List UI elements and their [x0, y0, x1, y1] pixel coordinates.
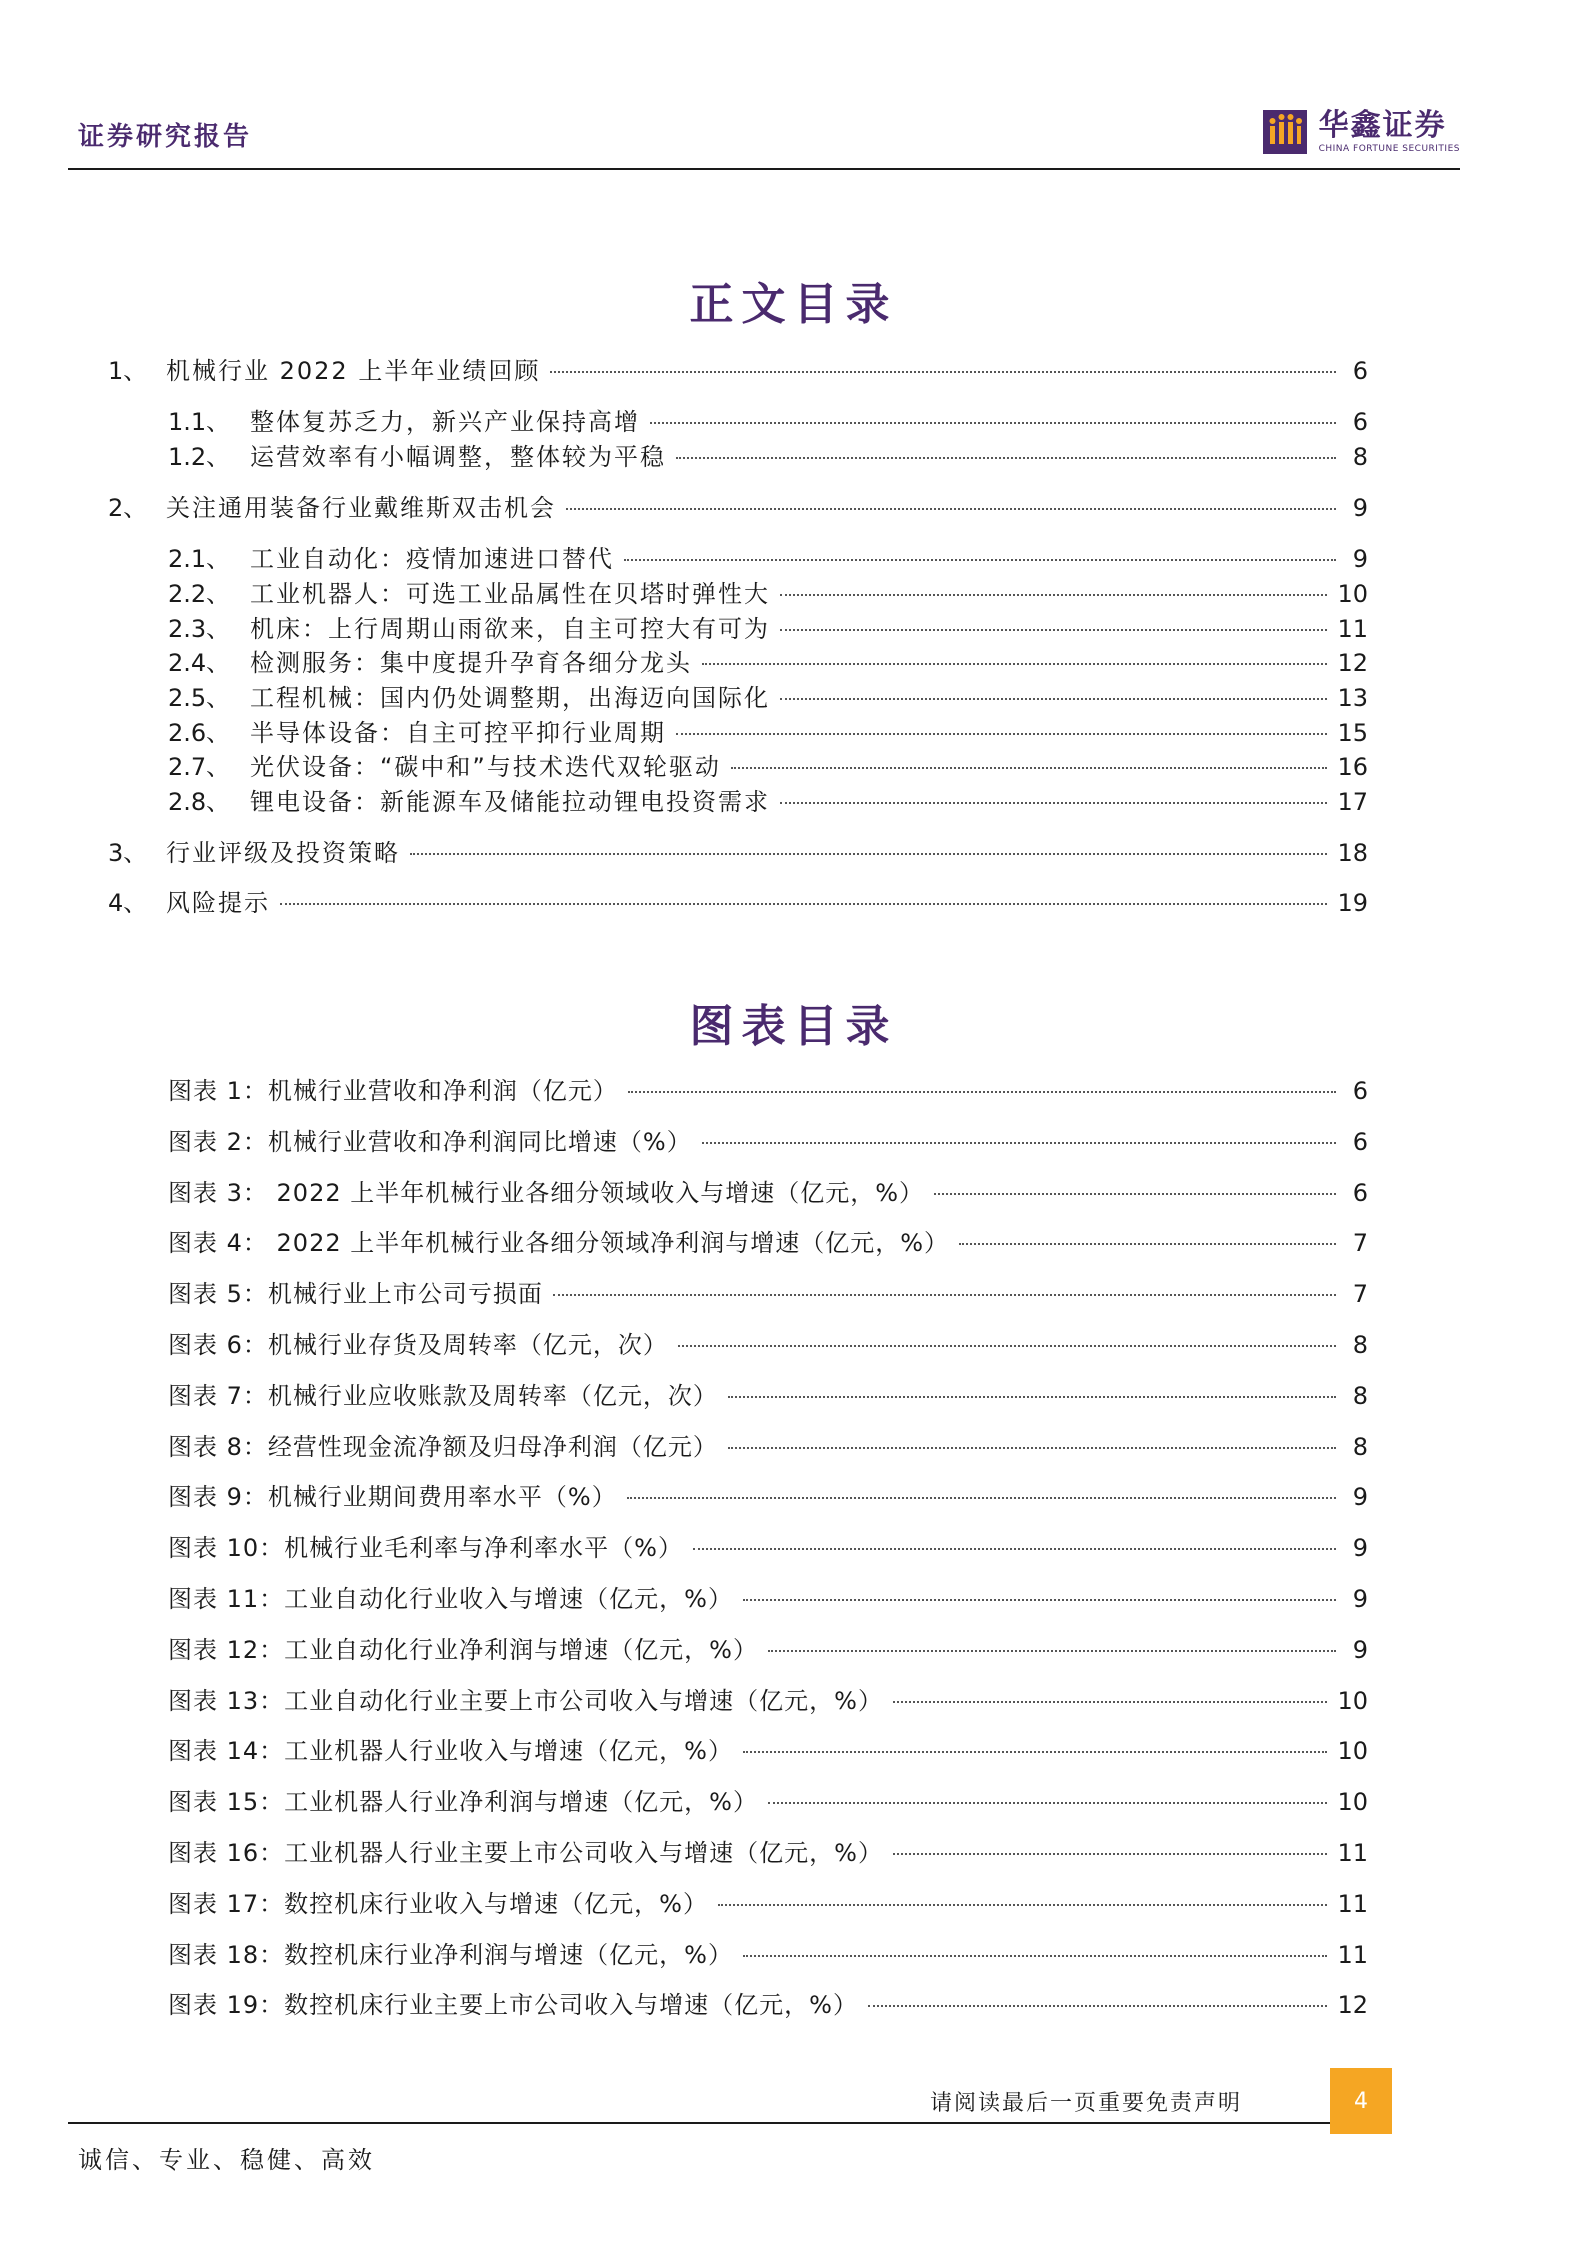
- figure-item-page: 6: [1352, 1077, 1368, 1105]
- figure-item-page: 9: [1352, 1534, 1368, 1562]
- figure-item-title: 图表 8：经营性现金流净额及归母净利润（亿元）: [168, 1433, 718, 1461]
- figure-list-item[interactable]: [168, 1887, 1368, 1921]
- figure-dot-leader: [959, 1242, 1336, 1245]
- toc-item-number: 4、: [108, 889, 148, 917]
- page-number-badge: 4: [1330, 2068, 1392, 2134]
- figure-item-title: 图表 16：工业机器人行业主要上市公司收入与增速（亿元，%）: [168, 1839, 883, 1867]
- toc-title: 正文目录: [689, 279, 898, 330]
- figure-item-title: 图表 10：机械行业毛利率与净利率水平（%）: [168, 1534, 683, 1562]
- figure-list-item[interactable]: [168, 1734, 1368, 1768]
- figure-item-title: 图表 12：工业自动化行业净利润与增速（亿元，%）: [168, 1636, 758, 1664]
- figure-item-title: 图表 18：数控机床行业净利润与增速（亿元，%）: [168, 1941, 733, 1969]
- logo-cn-text: 华鑫证券: [1318, 108, 1447, 143]
- figure-item-page: 9: [1352, 1483, 1368, 1511]
- toc-item-number: 3、: [108, 839, 148, 867]
- toc-item-title: 光伏设备：“碳中和”与技术迭代双轮驱动: [250, 753, 721, 781]
- figure-list-item[interactable]: [168, 1836, 1368, 1870]
- toc-item-number: 2.3、: [168, 615, 231, 643]
- toc-item-page: 9: [1352, 494, 1368, 522]
- figure-item-title: 图表 15：工业机器人行业净利润与增速（亿元，%）: [168, 1788, 758, 1816]
- toc-item-title: 运营效率有小幅调整，整体较为平稳: [250, 443, 666, 471]
- figures-title: 图表目录: [689, 1001, 898, 1052]
- toc-dot-leader: [780, 593, 1327, 596]
- footer-disclaimer: 请阅读最后一页重要免责声明: [930, 2091, 1243, 2116]
- toc-item-number: 1.1、: [168, 408, 231, 436]
- toc-item-page: 15: [1337, 719, 1368, 747]
- figure-list-item[interactable]: [168, 1785, 1368, 1819]
- figure-dot-leader: [678, 1344, 1336, 1347]
- figure-list-item[interactable]: [168, 1226, 1368, 1260]
- toc-item-number: 2.8、: [168, 788, 231, 816]
- toc-dot-leader: [624, 558, 1336, 561]
- figure-item-page: 6: [1352, 1128, 1368, 1156]
- logo-en-text: CHINA FORTUNE SECURITIES: [1318, 144, 1460, 154]
- toc-dot-leader: [550, 370, 1336, 373]
- toc-item-title: 行业评级及投资策略: [166, 839, 400, 867]
- figure-list-item[interactable]: [168, 1277, 1368, 1311]
- figure-list-item[interactable]: [168, 1430, 1368, 1464]
- toc-dot-leader: [780, 628, 1327, 631]
- figure-list-item[interactable]: [168, 1480, 1368, 1514]
- toc-item-number: 1、: [108, 357, 148, 385]
- figure-dot-leader: [934, 1192, 1336, 1195]
- figure-item-title: 图表 5：机械行业上市公司亏损面: [168, 1280, 543, 1308]
- figure-dot-leader: [628, 1090, 1336, 1093]
- toc-item-number: 2.5、: [168, 684, 231, 712]
- toc-item-title: 整体复苏乏力，新兴产业保持高增: [250, 408, 640, 436]
- figure-dot-leader: [768, 1649, 1336, 1652]
- toc-item[interactable]: [108, 836, 1368, 870]
- toc-item[interactable]: [168, 440, 1368, 474]
- report-label: 证券研究报告: [78, 122, 253, 152]
- figure-item-title: 图表 4： 2022 上半年机械行业各细分领域净利润与增速（亿元，%）: [168, 1229, 950, 1257]
- toc-item-number: 2.7、: [168, 753, 231, 781]
- page-header: [68, 96, 1460, 176]
- toc-item-title: 工程机械：国内仍处调整期，出海迈向国际化: [250, 684, 770, 712]
- toc-item-title: 工业自动化：疫情加速进口替代: [250, 545, 614, 573]
- toc-dot-leader: [702, 662, 1327, 665]
- toc-item-number: 2.6、: [168, 719, 231, 747]
- figure-item-page: 8: [1352, 1331, 1368, 1359]
- header-divider: [68, 168, 1460, 170]
- toc-item-title: 工业机器人：可选工业品属性在贝塔时弹性大: [250, 580, 770, 608]
- figure-item-title: 图表 9：机械行业期间费用率水平（%）: [168, 1483, 617, 1511]
- figure-item-page: 8: [1352, 1433, 1368, 1461]
- figure-item-title: 图表 1：机械行业营收和净利润（亿元）: [168, 1077, 618, 1105]
- figure-list-item[interactable]: [168, 1633, 1368, 1667]
- figure-item-page: 9: [1352, 1636, 1368, 1664]
- toc-item[interactable]: [168, 716, 1368, 750]
- figure-item-page: 11: [1337, 1941, 1368, 1969]
- figure-dot-leader: [893, 1852, 1327, 1855]
- figure-dot-leader: [693, 1547, 1336, 1550]
- figure-item-page: 8: [1352, 1382, 1368, 1410]
- figure-item-page: 9: [1352, 1585, 1368, 1613]
- figure-dot-leader: [627, 1496, 1336, 1499]
- figure-item-page: 11: [1337, 1890, 1368, 1918]
- toc-item-number: 2.1、: [168, 545, 231, 573]
- figure-item-page: 10: [1337, 1788, 1368, 1816]
- toc-item[interactable]: [168, 681, 1368, 715]
- toc-item-title: 半导体设备：自主可控平抑行业周期: [250, 719, 666, 747]
- figure-list-item[interactable]: [168, 1176, 1368, 1210]
- toc-item-page: 18: [1337, 839, 1368, 867]
- footer-motto: 诚信、专业、稳健、高效: [78, 2146, 375, 2174]
- toc-item[interactable]: [108, 354, 1368, 388]
- toc-item-title: 风险提示: [166, 889, 270, 917]
- figure-item-title: 图表 6：机械行业存货及周转率（亿元，次）: [168, 1331, 668, 1359]
- toc-item[interactable]: [108, 491, 1368, 525]
- toc-dot-leader: [280, 902, 1327, 905]
- toc-item[interactable]: [168, 542, 1368, 576]
- figure-item-title: 图表 2：机械行业营收和净利润同比增速（%）: [168, 1128, 692, 1156]
- figure-list-item[interactable]: [168, 1074, 1368, 1108]
- toc-item-page: 9: [1352, 545, 1368, 573]
- figure-item-title: 图表 11：工业自动化行业收入与增速（亿元，%）: [168, 1585, 733, 1613]
- figure-item-page: 11: [1337, 1839, 1368, 1867]
- figure-item-page: 10: [1337, 1737, 1368, 1765]
- figure-item-page: 12: [1337, 1991, 1368, 2019]
- toc-item-number: 1.2、: [168, 443, 231, 471]
- figure-dot-leader: [743, 1954, 1327, 1957]
- figure-list-item[interactable]: [168, 1938, 1368, 1972]
- toc-item-page: 6: [1352, 408, 1368, 436]
- toc-item-page: 17: [1337, 788, 1368, 816]
- toc-dot-leader: [566, 507, 1336, 510]
- toc-item-title: 检测服务：集中度提升孕育各细分龙头: [250, 649, 692, 677]
- toc-item[interactable]: [168, 405, 1368, 439]
- logo-mark-icon: [1263, 110, 1307, 154]
- toc-item[interactable]: [168, 612, 1368, 646]
- toc-item[interactable]: [168, 750, 1368, 784]
- figure-item-title: 图表 17：数控机床行业收入与增速（亿元，%）: [168, 1890, 708, 1918]
- figure-dot-leader: [893, 1700, 1327, 1703]
- figure-dot-leader: [702, 1141, 1336, 1144]
- figure-list-item[interactable]: [168, 1328, 1368, 1362]
- toc-item-page: 10: [1337, 580, 1368, 608]
- figure-dot-leader: [728, 1446, 1336, 1449]
- toc-item-page: 16: [1337, 753, 1368, 781]
- figure-dot-leader: [743, 1598, 1336, 1601]
- figure-list-item[interactable]: [168, 1531, 1368, 1565]
- figure-list-item[interactable]: [168, 1582, 1368, 1616]
- figure-dot-leader: [553, 1293, 1336, 1296]
- figure-item-page: 6: [1352, 1179, 1368, 1207]
- figure-dot-leader: [768, 1801, 1327, 1804]
- figure-list-item[interactable]: [168, 1125, 1368, 1159]
- toc-item-number: 2.4、: [168, 649, 231, 677]
- figure-dot-leader: [728, 1395, 1336, 1398]
- toc-item-number: 2、: [108, 494, 148, 522]
- figure-dot-leader: [743, 1750, 1327, 1753]
- toc-item[interactable]: [168, 785, 1368, 819]
- toc-item-title: 锂电设备：新能源车及储能拉动锂电投资需求: [250, 788, 770, 816]
- toc-dot-leader: [676, 456, 1336, 459]
- toc-item-page: 6: [1352, 357, 1368, 385]
- toc-item-page: 13: [1337, 684, 1368, 712]
- toc-item-title: 关注通用装备行业戴维斯双击机会: [166, 494, 556, 522]
- figure-item-title: 图表 7：机械行业应收账款及周转率（亿元，次）: [168, 1382, 718, 1410]
- toc-item-page: 8: [1352, 443, 1368, 471]
- figure-list-item[interactable]: [168, 1684, 1368, 1718]
- toc-item-title: 机床：上行周期山雨欲来，自主可控大有可为: [250, 615, 770, 643]
- toc-dot-leader: [780, 697, 1327, 700]
- figure-dot-leader: [868, 2004, 1327, 2007]
- toc-item-number: 2.2、: [168, 580, 231, 608]
- footer-divider: [68, 2122, 1330, 2124]
- toc-item-title: 机械行业 2022 上半年业绩回顾: [166, 357, 541, 385]
- figure-item-title: 图表 13：工业自动化行业主要上市公司收入与增速（亿元，%）: [168, 1687, 883, 1715]
- toc-dot-leader: [410, 852, 1327, 855]
- toc-item[interactable]: [108, 886, 1368, 920]
- toc-dot-leader: [676, 732, 1327, 735]
- figure-item-title: 图表 19：数控机床行业主要上市公司收入与增速（亿元，%）: [168, 1991, 858, 2019]
- figure-item-page: 7: [1352, 1229, 1368, 1257]
- figure-item-title: 图表 14：工业机器人行业收入与增速（亿元，%）: [168, 1737, 733, 1765]
- toc-item-page: 12: [1337, 649, 1368, 677]
- toc-item[interactable]: [168, 577, 1368, 611]
- figure-list-item[interactable]: [168, 1988, 1368, 2022]
- toc-item[interactable]: [168, 646, 1368, 680]
- company-logo: [1263, 104, 1460, 160]
- toc-dot-leader: [780, 801, 1327, 804]
- toc-item-page: 11: [1337, 615, 1368, 643]
- figure-item-page: 10: [1337, 1687, 1368, 1715]
- figure-item-page: 7: [1352, 1280, 1368, 1308]
- toc-dot-leader: [650, 421, 1336, 424]
- figure-dot-leader: [718, 1903, 1327, 1906]
- figure-list-item[interactable]: [168, 1379, 1368, 1413]
- toc-item-page: 19: [1337, 889, 1368, 917]
- toc-dot-leader: [731, 766, 1328, 769]
- figure-item-title: 图表 3： 2022 上半年机械行业各细分领域收入与增速（亿元，%）: [168, 1179, 925, 1207]
